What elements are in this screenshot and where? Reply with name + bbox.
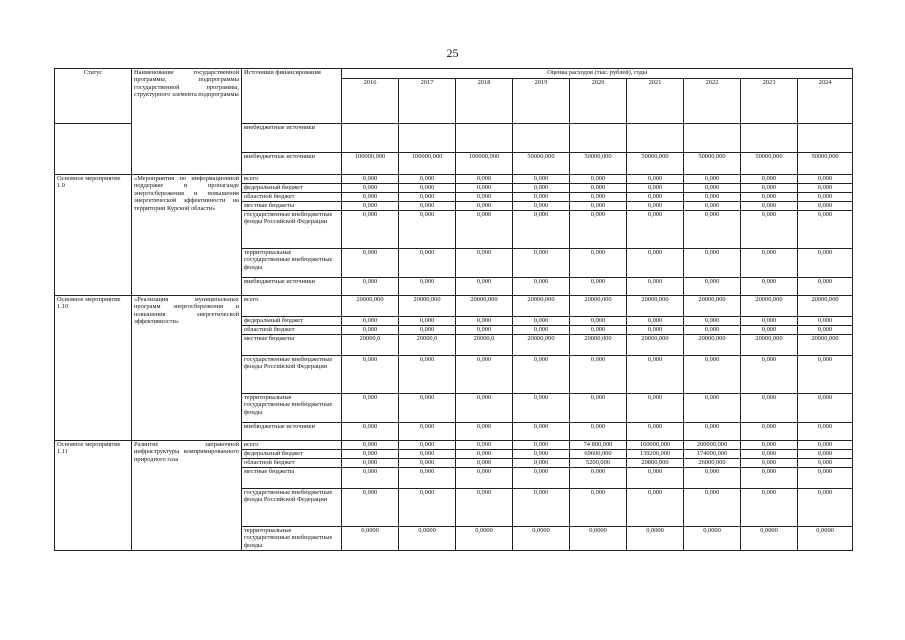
value-cell-2021: 0,000 <box>627 326 684 335</box>
source-cell: областной бюджет <box>242 459 342 468</box>
value-cell-2021: 0,000 <box>627 249 684 278</box>
value-cell-2019: 0,000 <box>513 278 570 296</box>
value-cell-2016: 0,000 <box>342 211 399 249</box>
value-cell-2021: 20800,000 <box>627 459 684 468</box>
value-cell-2024: 0,000 <box>798 175 853 184</box>
value-cell-2016: 0,000 <box>342 202 399 211</box>
value-cell-2024: 0,000 <box>798 356 853 394</box>
header-year-2024: 2024 <box>798 79 853 124</box>
value-cell-2021: 0,000 <box>627 184 684 193</box>
value-cell-2016: 0,000 <box>342 394 399 423</box>
value-cell-2016 <box>342 124 399 153</box>
value-cell-2023: 0,000 <box>741 211 798 249</box>
value-cell-2017: 20000,000 <box>399 296 456 317</box>
value-cell-2017: 0,000 <box>399 489 456 527</box>
value-cell-2017 <box>399 124 456 153</box>
activity-status: Основное мероприятие 1.11 <box>55 441 132 551</box>
value-cell-2020: 0,000 <box>570 193 627 202</box>
value-cell-2021: 0,000 <box>627 278 684 296</box>
value-cell-2016: 0,000 <box>342 326 399 335</box>
value-cell-2022: 174000,000 <box>684 450 741 459</box>
value-cell-2016: 0,000 <box>342 356 399 394</box>
value-cell-2022: 0,000 <box>684 326 741 335</box>
page-number: 25 <box>446 46 459 60</box>
table-row <box>55 441 853 450</box>
header-status: Статус <box>55 69 132 124</box>
value-cell-2020: 0,000 <box>570 211 627 249</box>
value-cell-2022 <box>684 124 741 153</box>
value-cell-2019: 0,000 <box>513 450 570 459</box>
value-cell-2020: 0,000 <box>570 317 627 326</box>
source-cell: государственные внебюджетные фонды Российской Федерации <box>242 356 342 394</box>
source-cell: областной бюджет <box>242 326 342 335</box>
value-cell-2019: 0,000 <box>513 356 570 394</box>
source-cell: внебюджетные источники <box>242 423 342 441</box>
source-cell: территориальные государственные внебюджетные фонды <box>242 249 342 278</box>
value-cell-2021: 0,000 <box>627 356 684 394</box>
value-cell-2018: 0,000 <box>456 278 513 296</box>
value-cell-2021: 0,0000 <box>627 527 684 551</box>
value-cell-2022: 0,000 <box>684 193 741 202</box>
value-cell-2021: 0,000 <box>627 175 684 184</box>
source-cell: местные бюджеты <box>242 335 342 356</box>
value-cell-2018: 0,000 <box>456 394 513 423</box>
source-cell: государственные внебюджетные фонды Российской Федерации <box>242 489 342 527</box>
value-cell-2023: 0,000 <box>741 450 798 459</box>
value-cell-2021: 0,000 <box>627 202 684 211</box>
value-cell-2020: 0,000 <box>570 423 627 441</box>
header-year-2021: 2021 <box>627 79 684 124</box>
value-cell-2024: 0,000 <box>798 184 853 193</box>
value-cell-2023: 0,000 <box>741 184 798 193</box>
value-cell-2019 <box>513 124 570 153</box>
value-cell-2017: 0,000 <box>399 326 456 335</box>
value-cell-2024: 0,000 <box>798 394 853 423</box>
value-cell-2020: 0,000 <box>570 249 627 278</box>
header-year-2016: 2016 <box>342 79 399 124</box>
value-cell-2023: 0,000 <box>741 423 798 441</box>
value-cell-2018: 0,000 <box>456 249 513 278</box>
value-cell-2016: 0,000 <box>342 184 399 193</box>
value-cell-2019: 0,000 <box>513 468 570 489</box>
value-cell-2016: 0,000 <box>342 193 399 202</box>
header-year-2018: 2018 <box>456 79 513 124</box>
value-cell-2017: 20000,0 <box>399 335 456 356</box>
value-cell-2019: 50000,000 <box>513 153 570 175</box>
value-cell-2023: 0,000 <box>741 459 798 468</box>
value-cell-2022: 0,0000 <box>684 527 741 551</box>
value-cell-2018: 0,000 <box>456 175 513 184</box>
value-cell-2024: 0,000 <box>798 459 853 468</box>
value-cell-2018: 0,000 <box>456 468 513 489</box>
header-year-2022: 2022 <box>684 79 741 124</box>
value-cell-2019: 0,000 <box>513 175 570 184</box>
value-cell-2019: 0,000 <box>513 423 570 441</box>
value-cell-2022: 0,000 <box>684 202 741 211</box>
source-cell: федеральный бюджет <box>242 184 342 193</box>
value-cell-2016: 0,000 <box>342 249 399 278</box>
value-cell-2021: 0,000 <box>627 423 684 441</box>
value-cell-2022: 0,000 <box>684 184 741 193</box>
value-cell-2021: 0,000 <box>627 394 684 423</box>
value-cell-2022: 0,000 <box>684 468 741 489</box>
value-cell-2019: 0,000 <box>513 249 570 278</box>
value-cell-2023: 0,0000 <box>741 527 798 551</box>
value-cell-2021 <box>627 124 684 153</box>
value-cell-2018: 0,000 <box>456 326 513 335</box>
value-cell-2017: 0,000 <box>399 193 456 202</box>
value-cell-2018: 0,000 <box>456 193 513 202</box>
value-cell-2023: 0,000 <box>741 326 798 335</box>
value-cell-2023: 0,000 <box>741 394 798 423</box>
value-cell-2019: 0,000 <box>513 184 570 193</box>
value-cell-2019: 0,000 <box>513 459 570 468</box>
value-cell-2022: 0,000 <box>684 394 741 423</box>
value-cell-2019: 20000,000 <box>513 296 570 317</box>
value-cell-2016: 0,000 <box>342 459 399 468</box>
source-cell: местные бюджеты <box>242 202 342 211</box>
value-cell-2016: 0,000 <box>342 489 399 527</box>
value-cell-2022: 0,000 <box>684 489 741 527</box>
value-cell-2021: 0,000 <box>627 317 684 326</box>
value-cell-2023: 20000,000 <box>741 335 798 356</box>
table-row <box>55 296 853 317</box>
value-cell-2017: 0,000 <box>399 278 456 296</box>
value-cell-2018 <box>456 124 513 153</box>
value-cell-2017: 0,000 <box>399 356 456 394</box>
value-cell-2017: 0,000 <box>399 211 456 249</box>
value-cell-2023: 0,000 <box>741 489 798 527</box>
header-estimate: Оценка расходов (тыс. рублей), годы <box>342 69 853 79</box>
value-cell-2020: 0,000 <box>570 202 627 211</box>
value-cell-2021: 0,000 <box>627 193 684 202</box>
value-cell-2021: 139200,000 <box>627 450 684 459</box>
value-cell-2017: 0,000 <box>399 468 456 489</box>
value-cell-2024: 0,000 <box>798 468 853 489</box>
value-cell-2023: 0,000 <box>741 317 798 326</box>
value-cell-2023: 0,000 <box>741 441 798 450</box>
value-cell-2021: 20000,000 <box>627 335 684 356</box>
value-cell-2018: 0,000 <box>456 459 513 468</box>
source-cell: территориальные государственные внебюджетные фонды <box>242 527 342 551</box>
source-cell: внебюджетные источники <box>242 153 342 175</box>
value-cell-2019: 0,000 <box>513 394 570 423</box>
value-cell-2016: 100000,000 <box>342 153 399 175</box>
value-cell-2020: 69600,000 <box>570 450 627 459</box>
value-cell-2020: 74 800,000 <box>570 441 627 450</box>
value-cell-2017: 0,000 <box>399 202 456 211</box>
value-cell-2022: 20000,000 <box>684 335 741 356</box>
value-cell-2024 <box>798 124 853 153</box>
activity-status: Основное мероприятие 1.9 <box>55 175 132 296</box>
value-cell-2016: 20000,0 <box>342 335 399 356</box>
value-cell-2019: 0,000 <box>513 326 570 335</box>
budget-table <box>54 68 853 551</box>
value-cell-2022: 0,000 <box>684 423 741 441</box>
value-cell-2020: 0,000 <box>570 489 627 527</box>
value-cell-2019: 0,000 <box>513 202 570 211</box>
source-cell: внебюджетные источники <box>242 124 342 153</box>
value-cell-2024: 0,000 <box>798 249 853 278</box>
value-cell-2019: 0,000 <box>513 489 570 527</box>
value-cell-2024: 20000,000 <box>798 335 853 356</box>
source-cell: территориальные государственные внебюджетные фонды <box>242 394 342 423</box>
value-cell-2020: 20000,000 <box>570 296 627 317</box>
value-cell-2018: 0,000 <box>456 441 513 450</box>
value-cell-2022: 0,000 <box>684 317 741 326</box>
value-cell-2020: 0,0000 <box>570 527 627 551</box>
value-cell-2019: 20000,000 <box>513 335 570 356</box>
value-cell-2021: 0,000 <box>627 489 684 527</box>
header-source: Источники финансирования <box>242 69 342 124</box>
value-cell-2022: 0,000 <box>684 211 741 249</box>
value-cell-2024: 20000,000 <box>798 296 853 317</box>
activity-name: «Реализация муниципальных программ энергосбережения и повышения энергетической эффективности» <box>132 296 242 441</box>
value-cell-2017: 0,000 <box>399 450 456 459</box>
source-cell: всего <box>242 296 342 317</box>
value-cell-2021: 160000,000 <box>627 441 684 450</box>
value-cell-2017: 100000,000 <box>399 153 456 175</box>
value-cell-2022: 50000,000 <box>684 153 741 175</box>
value-cell-2018: 100000,000 <box>456 153 513 175</box>
header-year-2023: 2023 <box>741 79 798 124</box>
source-cell: федеральный бюджет <box>242 450 342 459</box>
value-cell-2018: 0,000 <box>456 211 513 249</box>
value-cell-2019: 0,000 <box>513 211 570 249</box>
value-cell-2023: 0,000 <box>741 278 798 296</box>
status-cell <box>55 124 132 175</box>
value-cell-2022: 0,000 <box>684 175 741 184</box>
value-cell-2023: 50000,000 <box>741 153 798 175</box>
value-cell-2019: 0,0000 <box>513 527 570 551</box>
source-cell: местные бюджеты <box>242 468 342 489</box>
value-cell-2023: 0,000 <box>741 202 798 211</box>
value-cell-2024: 50000,000 <box>798 153 853 175</box>
value-cell-2018: 0,000 <box>456 184 513 193</box>
value-cell-2017: 0,0000 <box>399 527 456 551</box>
value-cell-2021: 20000,000 <box>627 296 684 317</box>
value-cell-2023 <box>741 124 798 153</box>
source-cell: всего <box>242 175 342 184</box>
value-cell-2022: 26000,000 <box>684 459 741 468</box>
value-cell-2016: 0,000 <box>342 468 399 489</box>
value-cell-2019: 0,000 <box>513 317 570 326</box>
value-cell-2024: 0,000 <box>798 193 853 202</box>
value-cell-2020: 0,000 <box>570 356 627 394</box>
value-cell-2020 <box>570 124 627 153</box>
value-cell-2024: 0,000 <box>798 423 853 441</box>
value-cell-2024: 0,000 <box>798 278 853 296</box>
value-cell-2023: 0,000 <box>741 193 798 202</box>
activity-status: Основное мероприятие 1.10 <box>55 296 132 441</box>
value-cell-2023: 0,000 <box>741 468 798 489</box>
value-cell-2024: 0,0000 <box>798 527 853 551</box>
value-cell-2017: 0,000 <box>399 175 456 184</box>
activity-name: Развитие заправочной инфраструктуры компримированного природного газа <box>132 441 242 551</box>
value-cell-2020: 0,000 <box>570 326 627 335</box>
source-cell: государственные внебюджетные фонды Российской Федерации <box>242 211 342 249</box>
value-cell-2018: 20000,000 <box>456 296 513 317</box>
value-cell-2016: 20000,000 <box>342 296 399 317</box>
value-cell-2024: 0,000 <box>798 211 853 249</box>
value-cell-2020: 50000,000 <box>570 153 627 175</box>
value-cell-2021: 50000,000 <box>627 153 684 175</box>
value-cell-2020: 5200,000 <box>570 459 627 468</box>
value-cell-2017: 0,000 <box>399 317 456 326</box>
value-cell-2016: 0,0000 <box>342 527 399 551</box>
value-cell-2024: 0,000 <box>798 450 853 459</box>
header-year-2020: 2020 <box>570 79 627 124</box>
value-cell-2022: 0,000 <box>684 356 741 394</box>
value-cell-2018: 0,000 <box>456 202 513 211</box>
value-cell-2024: 0,000 <box>798 317 853 326</box>
value-cell-2016: 0,000 <box>342 441 399 450</box>
value-cell-2017: 0,000 <box>399 394 456 423</box>
value-cell-2022: 0,000 <box>684 249 741 278</box>
value-cell-2018: 0,000 <box>456 356 513 394</box>
source-cell: федеральный бюджет <box>242 317 342 326</box>
table-body <box>55 69 853 551</box>
value-cell-2016: 0,000 <box>342 317 399 326</box>
value-cell-2022: 0,000 <box>684 278 741 296</box>
value-cell-2023: 0,000 <box>741 175 798 184</box>
value-cell-2018: 0,0000 <box>456 527 513 551</box>
header-name: Наименование государственной программы, подпрограммы государственной программы, структурного элемента подпрограммы <box>132 69 242 175</box>
value-cell-2017: 0,000 <box>399 249 456 278</box>
value-cell-2021: 0,000 <box>627 211 684 249</box>
value-cell-2018: 20000,0 <box>456 335 513 356</box>
source-cell: внебюджетные источники <box>242 278 342 296</box>
value-cell-2018: 0,000 <box>456 317 513 326</box>
value-cell-2023: 0,000 <box>741 249 798 278</box>
value-cell-2017: 0,000 <box>399 459 456 468</box>
value-cell-2021: 0,000 <box>627 468 684 489</box>
value-cell-2017: 0,000 <box>399 423 456 441</box>
header-year-2017: 2017 <box>399 79 456 124</box>
header-year-2019: 2019 <box>513 79 570 124</box>
value-cell-2023: 0,000 <box>741 356 798 394</box>
value-cell-2016: 0,000 <box>342 423 399 441</box>
value-cell-2022: 20000,000 <box>684 296 741 317</box>
value-cell-2018: 0,000 <box>456 423 513 441</box>
header-row-1 <box>55 69 853 79</box>
value-cell-2020: 20000,000 <box>570 335 627 356</box>
value-cell-2020: 0,000 <box>570 278 627 296</box>
value-cell-2020: 0,000 <box>570 175 627 184</box>
source-cell: областной бюджет <box>242 193 342 202</box>
value-cell-2017: 0,000 <box>399 184 456 193</box>
value-cell-2023: 20000,000 <box>741 296 798 317</box>
value-cell-2020: 0,000 <box>570 394 627 423</box>
value-cell-2017: 0,000 <box>399 441 456 450</box>
value-cell-2024: 0,000 <box>798 441 853 450</box>
value-cell-2018: 0,000 <box>456 450 513 459</box>
value-cell-2019: 0,000 <box>513 193 570 202</box>
activity-name: «Мероприятия по информационной поддержке и пропаганде энергосбережения и повышения энергетической эффективности на территории Курской области» <box>132 175 242 296</box>
value-cell-2016: 0,000 <box>342 278 399 296</box>
value-cell-2019: 0,000 <box>513 441 570 450</box>
table-row <box>55 175 853 184</box>
value-cell-2024: 0,000 <box>798 489 853 527</box>
value-cell-2020: 0,000 <box>570 184 627 193</box>
value-cell-2022: 200000,000 <box>684 441 741 450</box>
value-cell-2024: 0,000 <box>798 202 853 211</box>
value-cell-2018: 0,000 <box>456 489 513 527</box>
value-cell-2020: 0,000 <box>570 468 627 489</box>
value-cell-2016: 0,000 <box>342 450 399 459</box>
value-cell-2024: 0,000 <box>798 326 853 335</box>
source-cell: всего <box>242 441 342 450</box>
value-cell-2016: 0,000 <box>342 175 399 184</box>
